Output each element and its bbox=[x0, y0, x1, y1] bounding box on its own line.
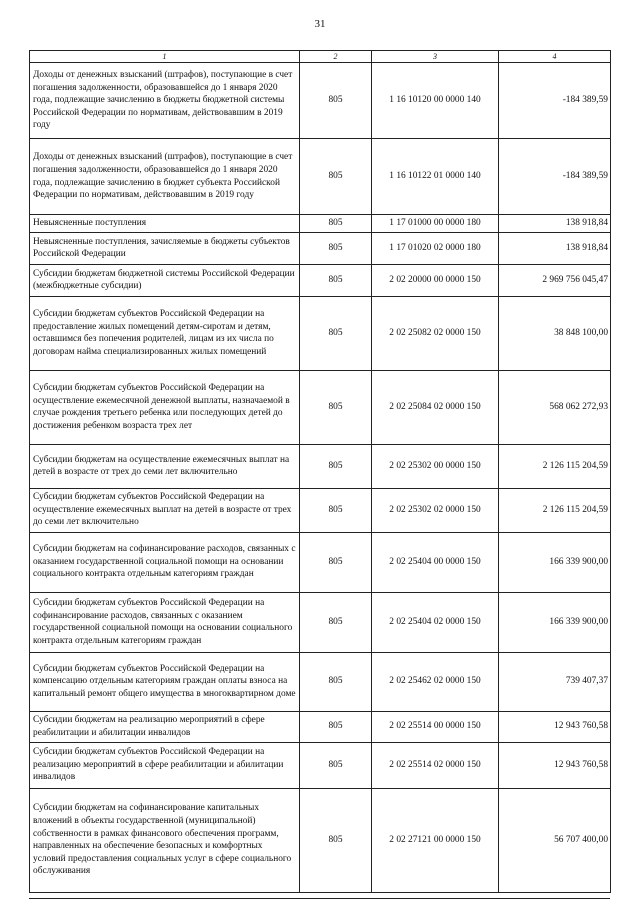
budget-classification-code-cell: 2 02 25404 00 0000 150 bbox=[372, 532, 499, 592]
amount-cell: 138 918,84 bbox=[499, 232, 611, 264]
administrator-code-cell: 805 bbox=[300, 296, 372, 370]
administrator-code-cell: 805 bbox=[300, 788, 372, 892]
budget-classification-code-cell: 2 02 25082 02 0000 150 bbox=[372, 296, 499, 370]
budget-classification-code-cell: 2 02 25302 00 0000 150 bbox=[372, 444, 499, 488]
income-name-cell: Субсидии бюджетам на осуществление ежемесячных выплат на детей в возрасте от трех до семи лет включительно bbox=[30, 444, 300, 488]
administrator-code-cell: 805 bbox=[300, 652, 372, 711]
table-row bbox=[30, 444, 611, 488]
table-row bbox=[30, 532, 611, 592]
amount-cell: 2 969 756 045,47 bbox=[499, 264, 611, 296]
budget-classification-code-cell: 2 02 25302 02 0000 150 bbox=[372, 488, 499, 532]
income-name-cell: Субсидии бюджетам субъектов Российской Федерации на реализацию мероприятий в сфере реабилитации и абилитации инвалидов bbox=[30, 742, 300, 788]
budget-revenue-table bbox=[29, 50, 611, 893]
amount-cell: 739 407,37 bbox=[499, 652, 611, 711]
amount-cell: 12 943 760,58 bbox=[499, 742, 611, 788]
income-name-cell: Доходы от денежных взысканий (штрафов), поступающие в счет погашения задолженности, образовавшейся до 1 января 2020 года, подлежащие зачислению в бюджет субъекта Российской Федерации по нормативам, действовавшим в 2019 году bbox=[30, 139, 300, 215]
budget-classification-code-cell: 2 02 20000 00 0000 150 bbox=[372, 264, 499, 296]
budget-classification-code-cell: 1 17 01020 02 0000 180 bbox=[372, 232, 499, 264]
amount-cell: 568 062 272,93 bbox=[499, 370, 611, 444]
budget-classification-code-cell: 1 16 10120 00 0000 140 bbox=[372, 63, 499, 139]
table-row bbox=[30, 711, 611, 742]
amount-cell: 2 126 115 204,59 bbox=[499, 444, 611, 488]
table-header bbox=[30, 51, 611, 63]
administrator-code-cell: 805 bbox=[300, 532, 372, 592]
administrator-code-cell: 805 bbox=[300, 215, 372, 233]
table-row bbox=[30, 264, 611, 296]
amount-cell: 166 339 900,00 bbox=[499, 532, 611, 592]
amount-cell: 138 918,84 bbox=[499, 215, 611, 233]
table-row bbox=[30, 370, 611, 444]
budget-classification-code-cell: 2 02 25462 02 0000 150 bbox=[372, 652, 499, 711]
amount-cell: 2 126 115 204,59 bbox=[499, 488, 611, 532]
administrator-code-cell: 805 bbox=[300, 488, 372, 532]
budget-classification-code-cell: 1 16 10122 01 0000 140 bbox=[372, 139, 499, 215]
amount-cell: 56 707 400,00 bbox=[499, 788, 611, 892]
administrator-code-cell: 805 bbox=[300, 370, 372, 444]
administrator-code-cell: 805 bbox=[300, 139, 372, 215]
table-row bbox=[30, 232, 611, 264]
administrator-code-cell: 805 bbox=[300, 444, 372, 488]
budget-classification-code-cell: 2 02 25084 02 0000 150 bbox=[372, 370, 499, 444]
amount-cell: -184 389,59 bbox=[499, 63, 611, 139]
table-row bbox=[30, 63, 611, 139]
budget-classification-code-cell: 2 02 25404 02 0000 150 bbox=[372, 592, 499, 652]
column-number-3: 3 bbox=[372, 51, 499, 63]
amount-cell: -184 389,59 bbox=[499, 139, 611, 215]
income-name-cell: Субсидии бюджетам субъектов Российской Федерации на софинансирование расходов, связанных с оказанием государственной социальной помощи на основании социального контракта отдельным категориям граждан bbox=[30, 592, 300, 652]
administrator-code-cell: 805 bbox=[300, 742, 372, 788]
income-name-cell: Субсидии бюджетам субъектов Российской Федерации на осуществление ежемесячной денежной выплаты, назначаемой в случае рождения третьего ребенка или последующих детей до достижения ребенком возраста трех лет bbox=[30, 370, 300, 444]
amount-cell: 12 943 760,58 bbox=[499, 711, 611, 742]
page-number: 31 bbox=[314, 18, 326, 30]
administrator-code-cell: 805 bbox=[300, 592, 372, 652]
table-body bbox=[30, 63, 611, 893]
budget-classification-code-cell: 1 17 01000 00 0000 180 bbox=[372, 215, 499, 233]
income-name-cell: Невыясненные поступления, зачисляемые в бюджеты субъектов Российской Федерации bbox=[30, 232, 300, 264]
income-name-cell: Субсидии бюджетам субъектов Российской Федерации на компенсацию отдельным категориям граждан оплаты взноса на капитальный ремонт общего имущества в многоквартирном доме bbox=[30, 652, 300, 711]
income-name-cell: Субсидии бюджетам на реализацию мероприятий в сфере реабилитации и абилитации инвалидов bbox=[30, 711, 300, 742]
table-row bbox=[30, 742, 611, 788]
administrator-code-cell: 805 bbox=[300, 264, 372, 296]
administrator-code-cell: 805 bbox=[300, 63, 372, 139]
income-name-cell: Субсидии бюджетам на софинансирование расходов, связанных с оказанием государственной социальной помощи на основании социального контракта отдельным категориям граждан bbox=[30, 532, 300, 592]
income-name-cell: Доходы от денежных взысканий (штрафов), поступающие в счет погашения задолженности, образовавшейся до 1 января 2020 года, подлежащие зачислению в бюджеты бюджетной системы Российской Федерации по нормативам, действовавшим в 2019 году bbox=[30, 63, 300, 139]
table-row bbox=[30, 296, 611, 370]
budget-classification-code-cell: 2 02 25514 02 0000 150 bbox=[372, 742, 499, 788]
column-number-2: 2 bbox=[300, 51, 372, 63]
income-name-cell: Субсидии бюджетам субъектов Российской Федерации на осуществление ежемесячных выплат на детей в возрасте от трех до семи лет включительно bbox=[30, 488, 300, 532]
amount-cell: 38 848 100,00 bbox=[499, 296, 611, 370]
page-bottom-rule bbox=[29, 898, 610, 899]
administrator-code-cell: 805 bbox=[300, 232, 372, 264]
table-row bbox=[30, 215, 611, 233]
table-row bbox=[30, 592, 611, 652]
income-name-cell: Субсидии бюджетам бюджетной системы Российской Федерации (межбюджетные субсидии) bbox=[30, 264, 300, 296]
table-row bbox=[30, 652, 611, 711]
administrator-code-cell: 805 bbox=[300, 711, 372, 742]
table-row bbox=[30, 139, 611, 215]
column-number-row bbox=[30, 51, 611, 63]
budget-classification-code-cell: 2 02 25514 00 0000 150 bbox=[372, 711, 499, 742]
table-row bbox=[30, 488, 611, 532]
column-number-1: 1 bbox=[30, 51, 300, 63]
column-number-4: 4 bbox=[499, 51, 611, 63]
budget-classification-code-cell: 2 02 27121 00 0000 150 bbox=[372, 788, 499, 892]
table-row bbox=[30, 788, 611, 892]
income-name-cell: Невыясненные поступления bbox=[30, 215, 300, 233]
amount-cell: 166 339 900,00 bbox=[499, 592, 611, 652]
income-name-cell: Субсидии бюджетам субъектов Российской Федерации на предоставление жилых помещений детям-сиротам и детям, оставшимся без попечения родителей, лицам из их числа по договорам найма специализированных жилых помещений bbox=[30, 296, 300, 370]
income-name-cell: Субсидии бюджетам на софинансирование капитальных вложений в объекты государственной (муниципальной) собственности в рамках финансового обеспечения программ, направленных на обеспечение безопасных и комфортных условий предоставления социальных услуг в сфере социального обслуживания bbox=[30, 788, 300, 892]
